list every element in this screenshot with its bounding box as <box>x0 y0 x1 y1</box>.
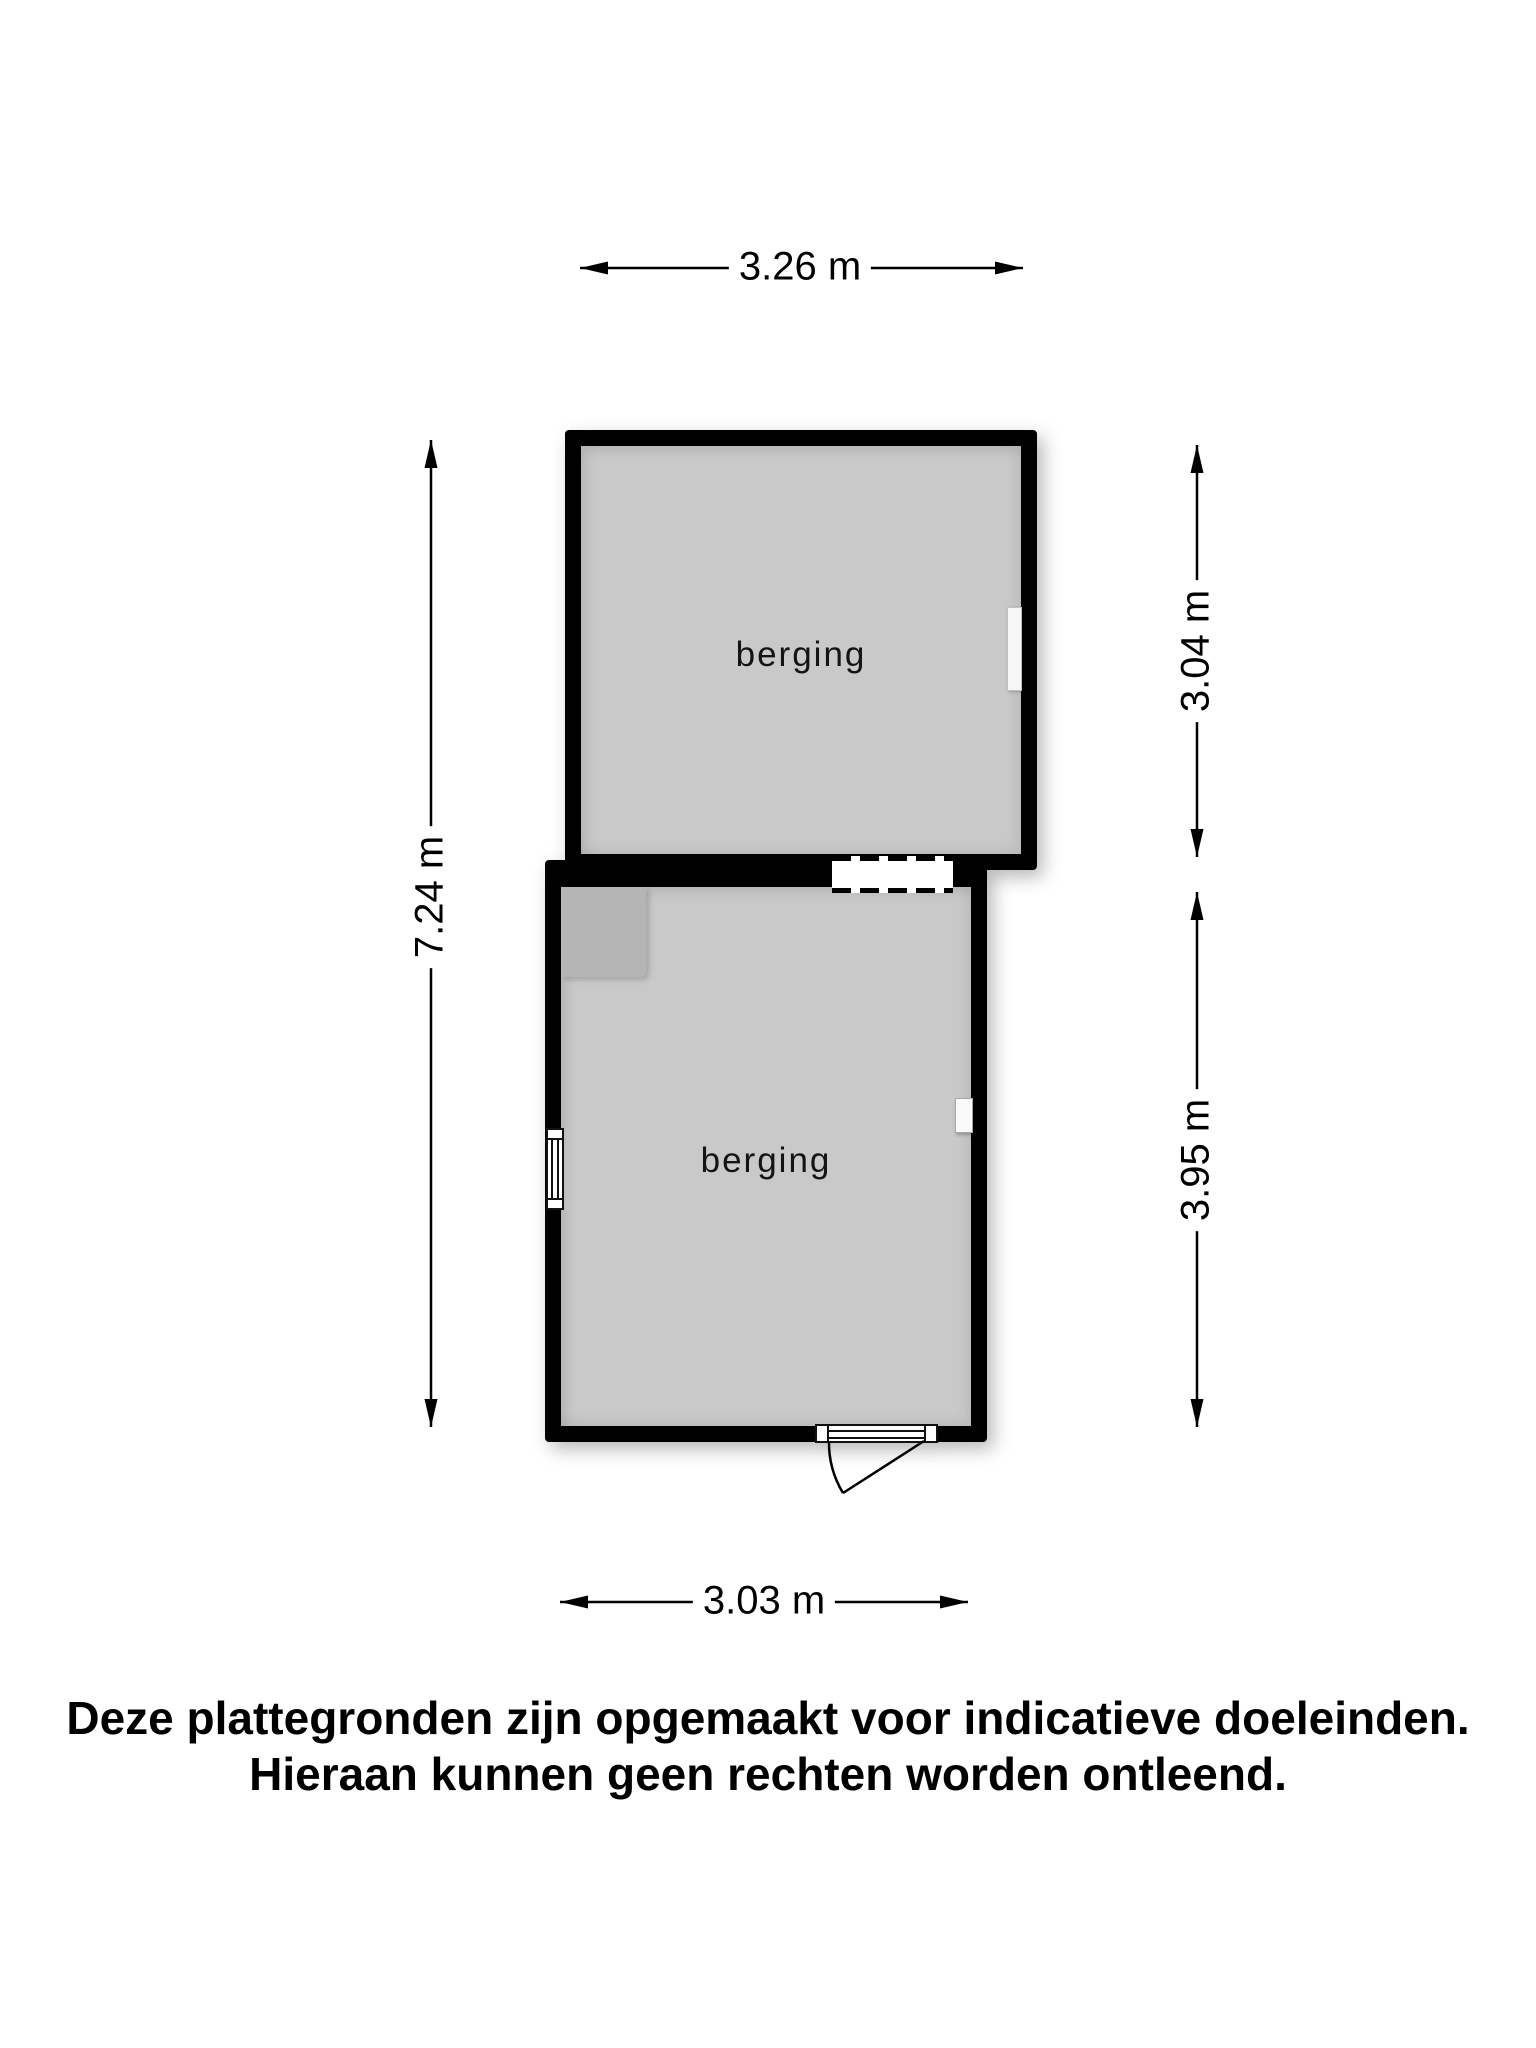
dimension-label-bottom: 3.03 m <box>693 1579 835 1624</box>
door-leaf-lines <box>829 1430 924 1439</box>
window-icon <box>546 1128 564 1210</box>
disclaimer-line-2: Hieraan kunnen geen rechten worden ontleend. <box>249 1748 1287 1800</box>
disclaimer-line-1: Deze plattegronden zijn opgemaakt voor indicatieve doeleinden. <box>66 1692 1470 1744</box>
window-frame-line <box>548 1198 562 1200</box>
wall-box-icon <box>955 1098 973 1133</box>
window-sill-icon <box>1007 607 1022 691</box>
dimension-label-right-bottom: 3.95 m <box>1174 1089 1219 1231</box>
door-post-icon <box>815 1424 829 1443</box>
floor-recess-area <box>561 887 646 977</box>
passage-opening <box>832 856 953 893</box>
room-label-berging-bottom: berging <box>700 1141 832 1180</box>
dimension-label-right-top: 3.04 m <box>1174 580 1219 722</box>
disclaimer-text <box>0 1690 1536 1802</box>
dimension-label-top: 3.26 m <box>729 245 871 290</box>
door-threshold <box>829 1424 924 1443</box>
door-post-icon <box>924 1424 938 1443</box>
window-glass-lines <box>551 1140 559 1198</box>
room-label-berging-top: berging <box>735 635 867 674</box>
dimension-label-left: 7.24 m <box>408 826 453 968</box>
